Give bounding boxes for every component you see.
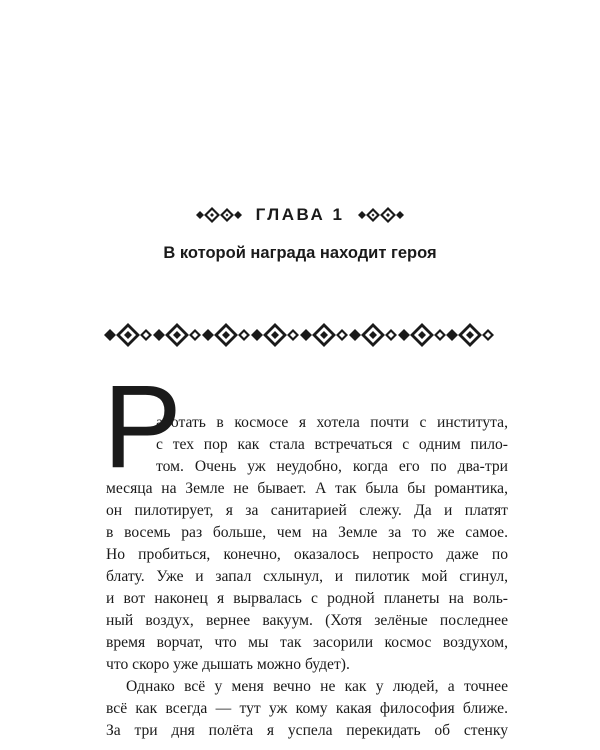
text-line: аботать в космосе я хотела почти с института,	[156, 414, 508, 431]
text-line: время ворчат, что мы так засорили космос воздухом,	[106, 634, 508, 651]
text-line: ный воздух, вернее вакуум. (Хотя зелёные последнее	[106, 612, 508, 629]
text-line: За три дня полёта я успела перекидать об стенку	[106, 722, 508, 739]
text-line: и вот наконец я вырвалась с родной планеты на воль-	[106, 590, 508, 607]
text-line: том. Очень уж неудобно, когда его по два-три	[156, 458, 508, 475]
text-line: с тех пор как стала встречаться с одним пило-	[156, 436, 508, 453]
text-line: в восемь раз больше, чем на Земле за то же самое.	[106, 524, 508, 541]
text-line: всё как всегда — тут уж кому какая философия ближе.	[106, 700, 508, 717]
chapter-heading	[0, 205, 600, 225]
text-line: он пилотирует, я за санитарией слежу. Да и платят	[106, 502, 508, 519]
ornament-divider-icon	[104, 322, 494, 348]
text-line: блату. Уже и запал схлынул, и пилотик мой сгинул,	[106, 568, 508, 585]
text-line: Но пробиться, конечно, оказалось непросто даже по	[106, 546, 508, 563]
drop-cap: Р	[103, 361, 182, 493]
text-line: Однако всё у меня вечно не как у людей, а точнее	[126, 678, 508, 695]
body-text	[106, 412, 508, 742]
chapter-subtitle: В которой награда находит героя	[163, 244, 437, 262]
text-line: что скоро уже дышать можно будет).	[106, 656, 350, 673]
chapter-title: ГЛАВА 1	[255, 205, 345, 224]
ornament-right-icon	[358, 207, 404, 223]
ornament-left-icon	[196, 207, 242, 223]
text-line: месяца на Земле не бывает. А так была бы романтика,	[106, 480, 508, 497]
